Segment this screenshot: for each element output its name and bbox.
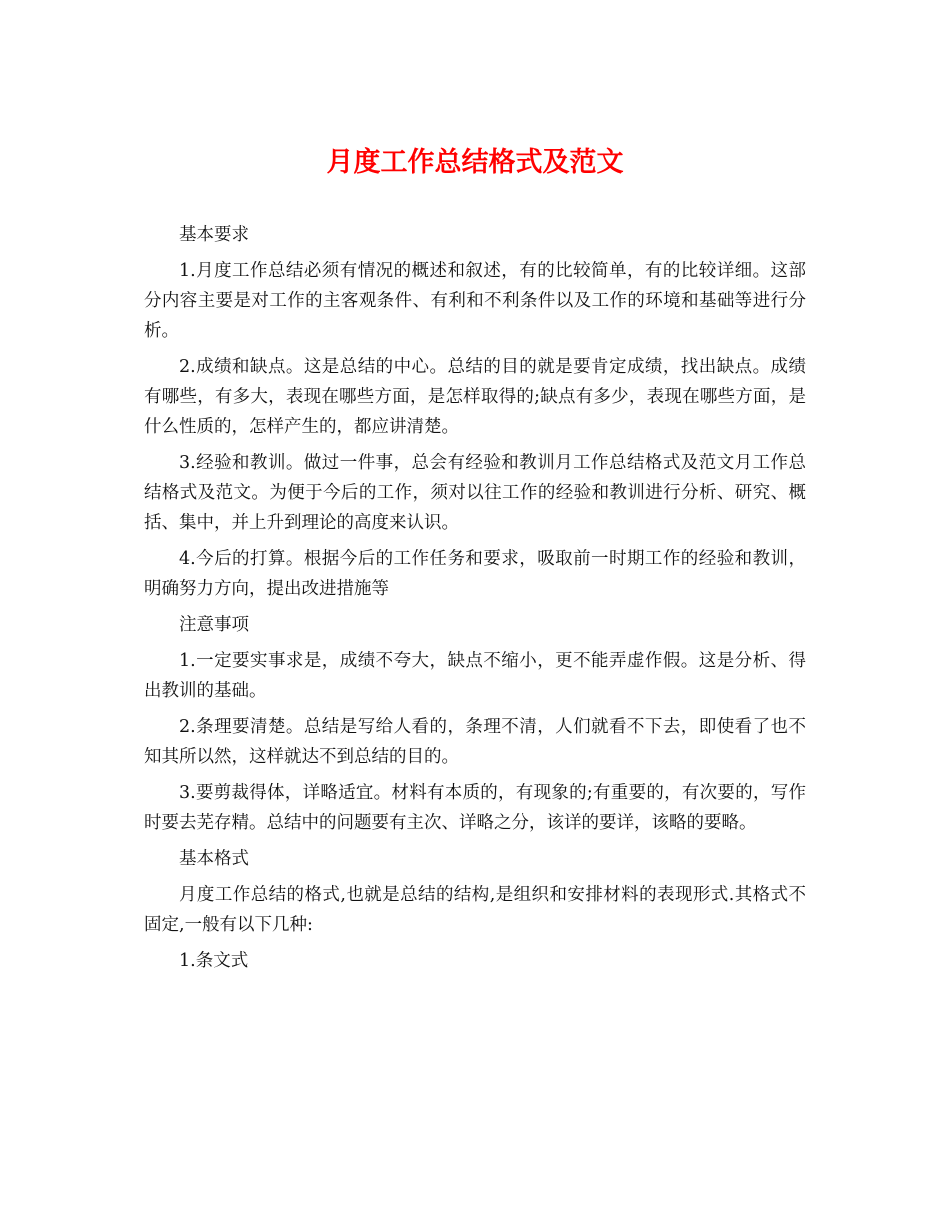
- paragraph: 3.经验和教训。做过一件事，总会有经验和教训月工作总结格式及范文月工作总结格式及范文。为便于今后的工作，须对以往工作的经验和教训进行分析、研究、概括、集中，并上升到理论的高度来认识。: [144, 453, 806, 533]
- paragraph: 1.一定要实事求是，成绩不夸大，缺点不缩小，更不能弄虚作假。这是分析、得出教训的基础。: [144, 651, 806, 701]
- document-body: [144, 220, 806, 982]
- paragraph: 2.条理要清楚。总结是写给人看的，条理不清，人们就看不下去，即使看了也不知其所以然，这样就达不到总结的目的。: [144, 717, 806, 767]
- paragraph: 月度工作总结的格式,也就是总结的结构,是组织和安排材料的表现形式.其格式不固定,一般有以下几种:: [144, 885, 806, 935]
- paragraph: 1.月度工作总结必须有情况的概述和叙述，有的比较简单，有的比较详细。这部分内容主要是对工作的主客观条件、有利和不利条件以及工作的环境和基础等进行分析。: [144, 261, 806, 341]
- section-heading-basic-format: 基本格式: [179, 849, 249, 869]
- paragraph: 2.成绩和缺点。这是总结的中心。总结的目的就是要肯定成绩，找出缺点。成绩有哪些，有多大，表现在哪些方面，是怎样取得的;缺点有多少，表现在哪些方面，是什么性质的，怎样产生的，都应讲清楚。: [144, 357, 806, 437]
- section-heading-basic-requirements: 基本要求: [179, 225, 249, 245]
- document-title: 月度工作总结格式及范文: [326, 147, 624, 178]
- paragraph: 3.要剪裁得体，详略适宜。材料有本质的，有现象的;有重要的，有次要的，写作时要去芜存精。总结中的问题要有主次、详略之分，该详的要详，该略的要略。: [144, 783, 806, 833]
- section-heading-notes: 注意事项: [179, 615, 249, 635]
- paragraph: 4.今后的打算。根据今后的工作任务和要求，吸取前一时期工作的经验和教训，明确努力方向，提出改进措施等: [144, 549, 806, 599]
- list-item: 1.条文式: [179, 951, 249, 971]
